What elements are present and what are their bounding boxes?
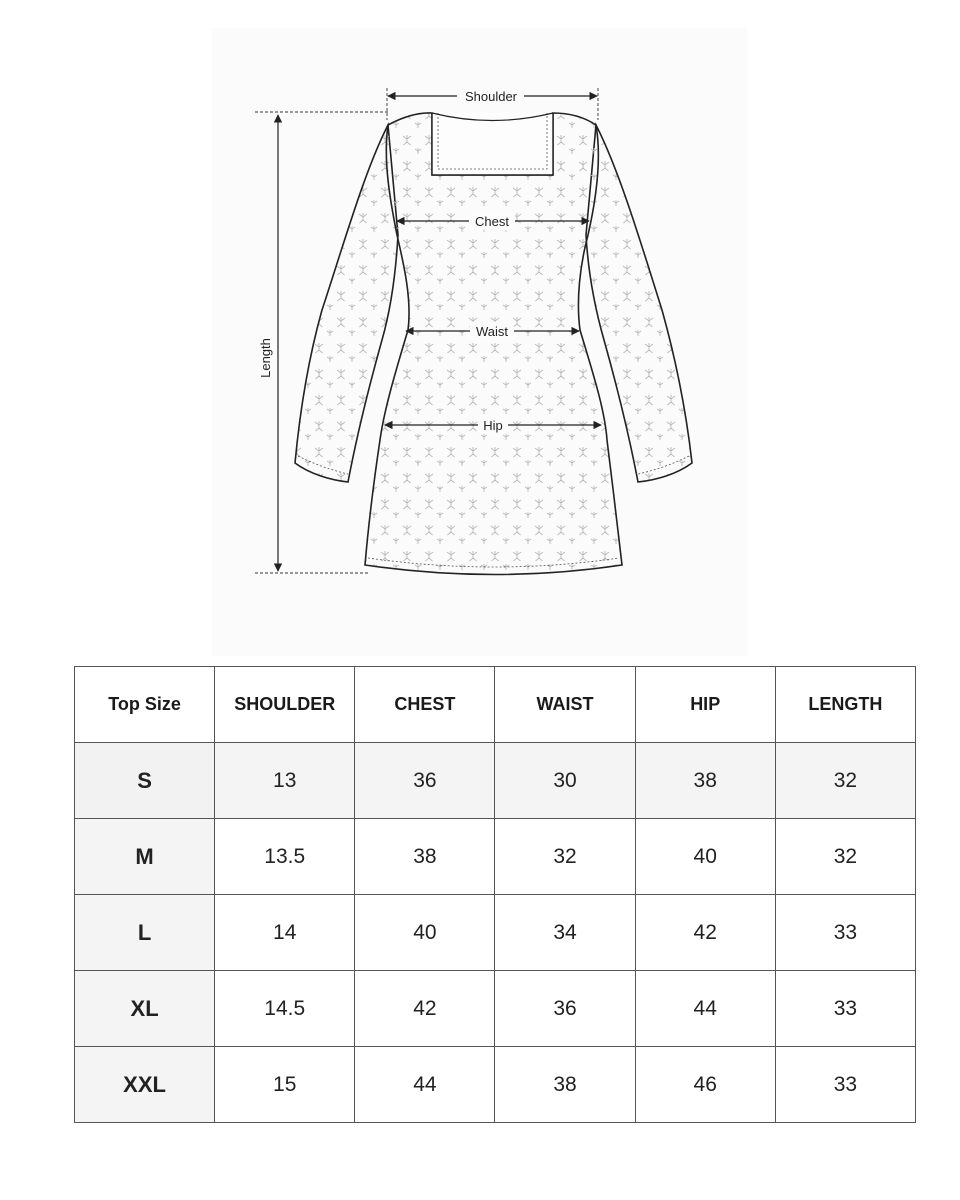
hip-cell: 46 — [635, 1047, 775, 1123]
shoulder-cell: 14 — [215, 895, 355, 971]
length-cell: 33 — [775, 1047, 915, 1123]
size-cell: L — [75, 895, 215, 971]
garment-body — [365, 113, 622, 575]
table-row — [75, 743, 916, 819]
header-top-size: Top Size — [75, 667, 215, 743]
header-length: LENGTH — [775, 667, 915, 743]
length-label: Length — [258, 338, 273, 378]
shoulder-cell: 13 — [215, 743, 355, 819]
size-cell: S — [75, 743, 215, 819]
table-row — [75, 819, 916, 895]
table-row — [75, 971, 916, 1047]
length-cell: 32 — [775, 819, 915, 895]
kurti-illustration — [212, 28, 747, 656]
garment-diagram — [212, 28, 747, 656]
chest-cell: 36 — [355, 743, 495, 819]
waist-label: Waist — [475, 324, 509, 339]
length-cell: 33 — [775, 895, 915, 971]
waist-cell: 34 — [495, 895, 635, 971]
header-waist: WAIST — [495, 667, 635, 743]
hip-label: Hip — [483, 418, 503, 433]
length-cell: 33 — [775, 971, 915, 1047]
size-cell: M — [75, 819, 215, 895]
chest-cell: 44 — [355, 1047, 495, 1123]
shoulder-cell: 14.5 — [215, 971, 355, 1047]
size-cell: XXL — [75, 1047, 215, 1123]
chest-cell: 42 — [355, 971, 495, 1047]
chest-cell: 38 — [355, 819, 495, 895]
table-row — [75, 895, 916, 971]
length-cell: 32 — [775, 743, 915, 819]
size-cell: XL — [75, 971, 215, 1047]
hip-cell: 38 — [635, 743, 775, 819]
header-shoulder: SHOULDER — [215, 667, 355, 743]
chest-cell: 40 — [355, 895, 495, 971]
shoulder-cell: 15 — [215, 1047, 355, 1123]
waist-cell: 38 — [495, 1047, 635, 1123]
waist-cell: 32 — [495, 819, 635, 895]
chest-label: Chest — [475, 214, 509, 229]
hip-cell: 42 — [635, 895, 775, 971]
header-chest: CHEST — [355, 667, 495, 743]
table-row — [75, 1047, 916, 1123]
table-header-row — [75, 667, 916, 743]
hip-cell: 40 — [635, 819, 775, 895]
shoulder-cell: 13.5 — [215, 819, 355, 895]
waist-cell: 36 — [495, 971, 635, 1047]
hip-cell: 44 — [635, 971, 775, 1047]
header-hip: HIP — [635, 667, 775, 743]
shoulder-label: Shoulder — [464, 89, 518, 104]
waist-cell: 30 — [495, 743, 635, 819]
size-chart-table — [74, 666, 916, 1123]
